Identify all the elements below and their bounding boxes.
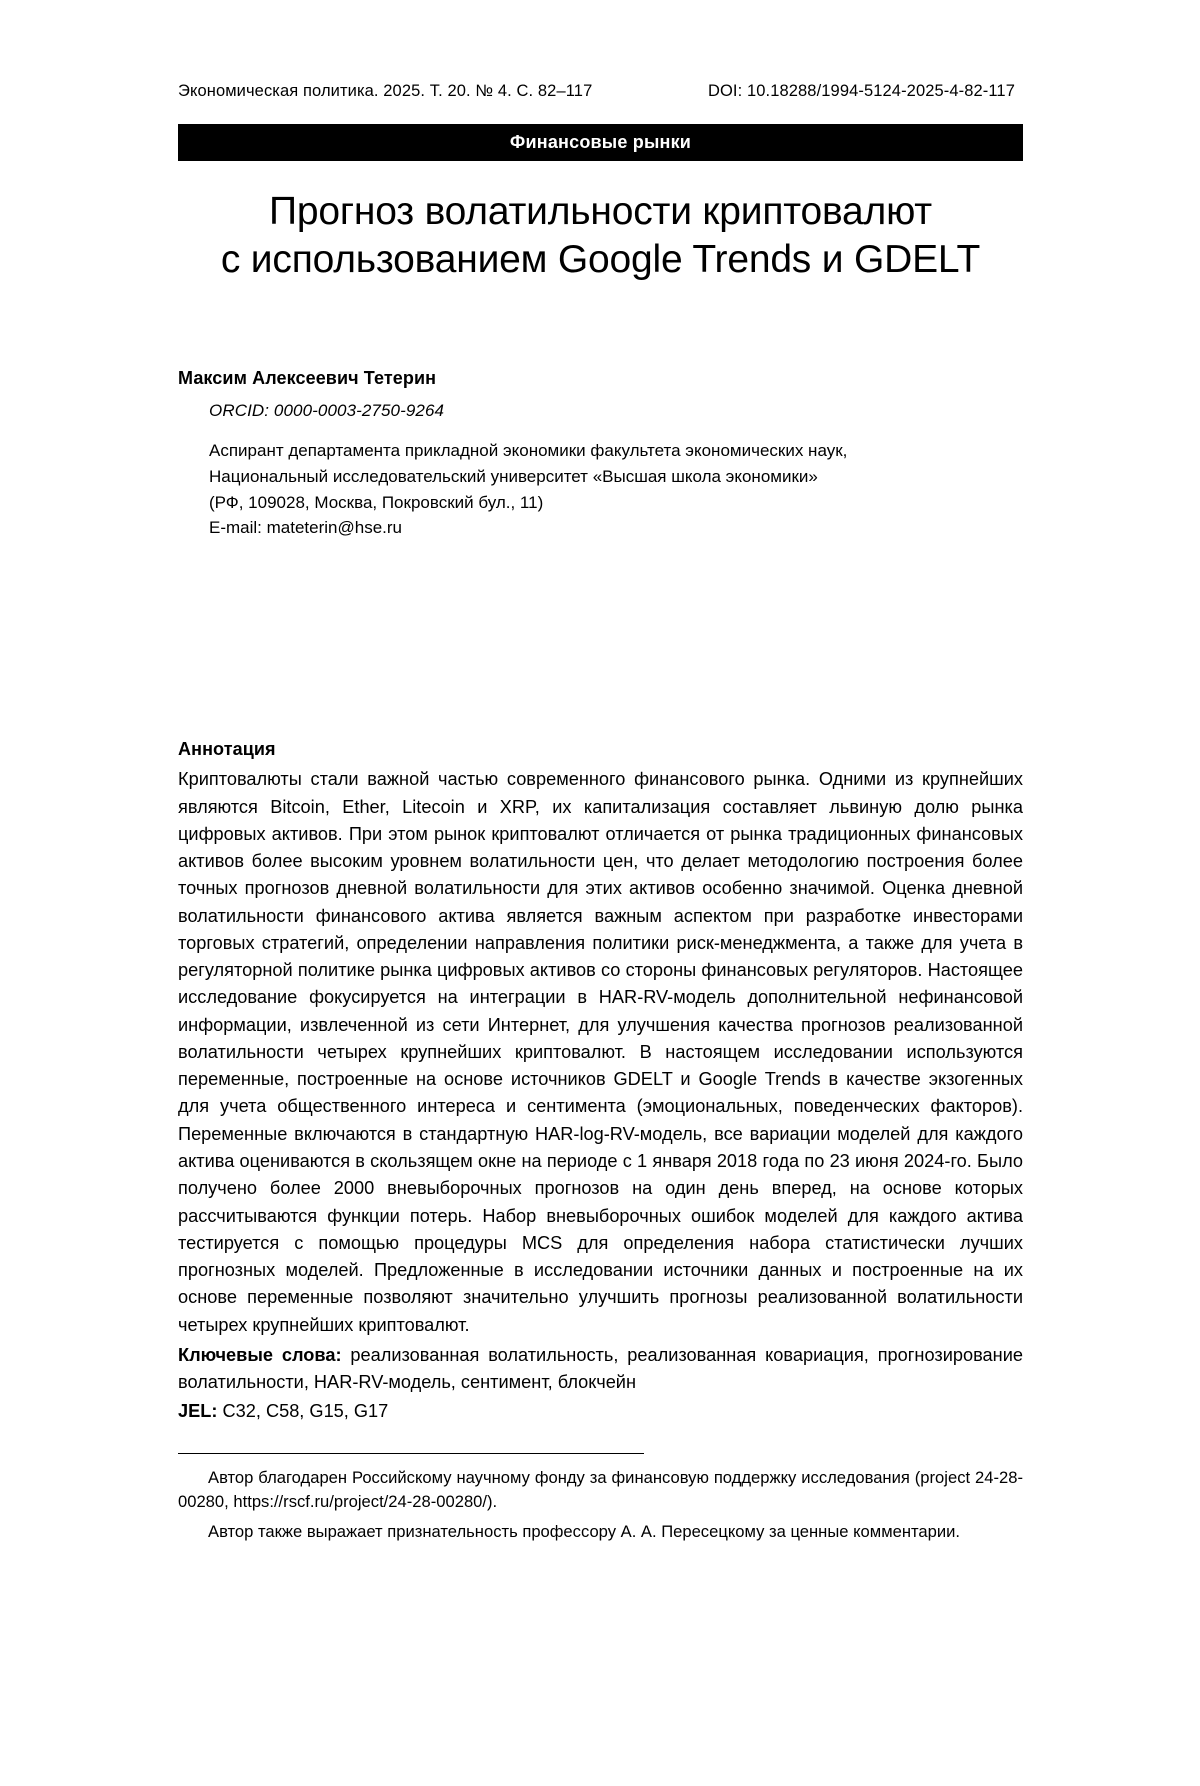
author-orcid: ORCID: 0000-0003-2750-9264 [209, 400, 445, 420]
affiliation-line-1: Аспирант департамента прикладной экономики факультета экономических наук, [209, 440, 848, 460]
footnotes [178, 1466, 1023, 1544]
jel-codes [178, 1398, 1023, 1425]
footnote-2: Автор также выражает признательность профессору А. А. Пересецкому за ценные комментарии. [208, 1521, 961, 1541]
page-title [178, 188, 1023, 284]
abstract-heading: Аннотация [178, 739, 276, 760]
footnote-1: Автор благодарен Российскому научному фонду за финансовую поддержку исследования (project 24-28-00280, https://rscf.ru/project/24-28-00280/). [178, 1467, 1023, 1511]
jel-value: C32, C58, G15, G17 [217, 1401, 389, 1422]
keywords-value: реализованная волатильность, реализованная ковариация, прогнозирование волатильности, HAR-RV-модель, сентимент, блокчейн [178, 1344, 1023, 1393]
journal-reference: Экономическая политика. 2025. Т. 20. № 4. С. 82–117 [178, 82, 593, 100]
doi: DOI: 10.18288/1994-5124-2025-4-82-117 [707, 82, 1015, 100]
abstract-text: Криптовалюты стали важной частью современного финансового рынка. Одними из крупнейших являются Bitcoin, Ether, Litecoin и XRP, их капитализация составляет львиную долю рынка цифровых активов. При этом рынок криптовалют отличается от рынка традиционных финансовых активов более высоким уровнем волатильности цен, что делает методологию построения более точных прогнозов дневной волатильности для этих активов особенно значимой. Оценка дневной волатильности финансового актива является важным аспектом при разработке инвесторами торговых стратегий, определении направления политики риск-менеджмента, а также для учета в регуляторной политике рынка цифровых активов со стороны финансовых регуляторов. Настоящее исследование фокусируется на интеграции в HAR-RV-модель дополнительной нефинансовой информации, извлеченной из сети Интернет, для улучшения качества прогнозов реализованной волатильности четырех крупнейших криптовалют. В настоящем исследовании используются переменные, построенные на основе источников GDELT и Google Trends в качестве экзогенных для учета общественного интереса и сентимента (эмоциональных, поведенческих факторов). Переменные включаются в стандартную HAR-log-RV-модель, все вариации моделей для каждого актива оцениваются в скользящем окне на периоде с 1 января 2018 года по 23 июня 2024-го. Было получено более 2000 вневыборочных прогнозов на один день вперед, на основе которых рассчитываются функции потерь. Набор вневыборочных ошибок моделей для каждого актива тестируется с помощью процедуры MCS для определения набора статистически лучших прогнозных моделей. Предложенные в исследовании источники данных и построенные на их основе переменные позволяют значительно улучшить прогнозы реализованной волатильности четырех крупнейших криптовалют. [178, 769, 1023, 1335]
title-line-2: с использованием Google Trends и GDELT [220, 237, 981, 281]
affiliation-line-3: (РФ, 109028, Москва, Покровский бул., 11) [209, 492, 544, 512]
author-block [178, 368, 1023, 541]
affiliation-line-2: Национальный исследовательский университет «Высшая школа экономики» [209, 466, 818, 486]
page-content [178, 0, 1023, 1550]
keywords [178, 1342, 1023, 1397]
author-email: E-mail: mateterin@hse.ru [209, 518, 402, 538]
author-name: Максим Алексеевич Тетерин [178, 367, 437, 388]
section-banner: Финансовые рынки [178, 124, 1023, 161]
footnote-divider [178, 1453, 644, 1454]
abstract-section [178, 739, 1023, 1425]
jel-label: JEL: [178, 1401, 218, 1422]
keywords-label: Ключевые слова: [178, 1344, 342, 1365]
author-affiliation [209, 438, 1023, 541]
title-line-1: Прогноз волатильности криптовалют [269, 190, 932, 233]
running-head [178, 0, 1023, 101]
